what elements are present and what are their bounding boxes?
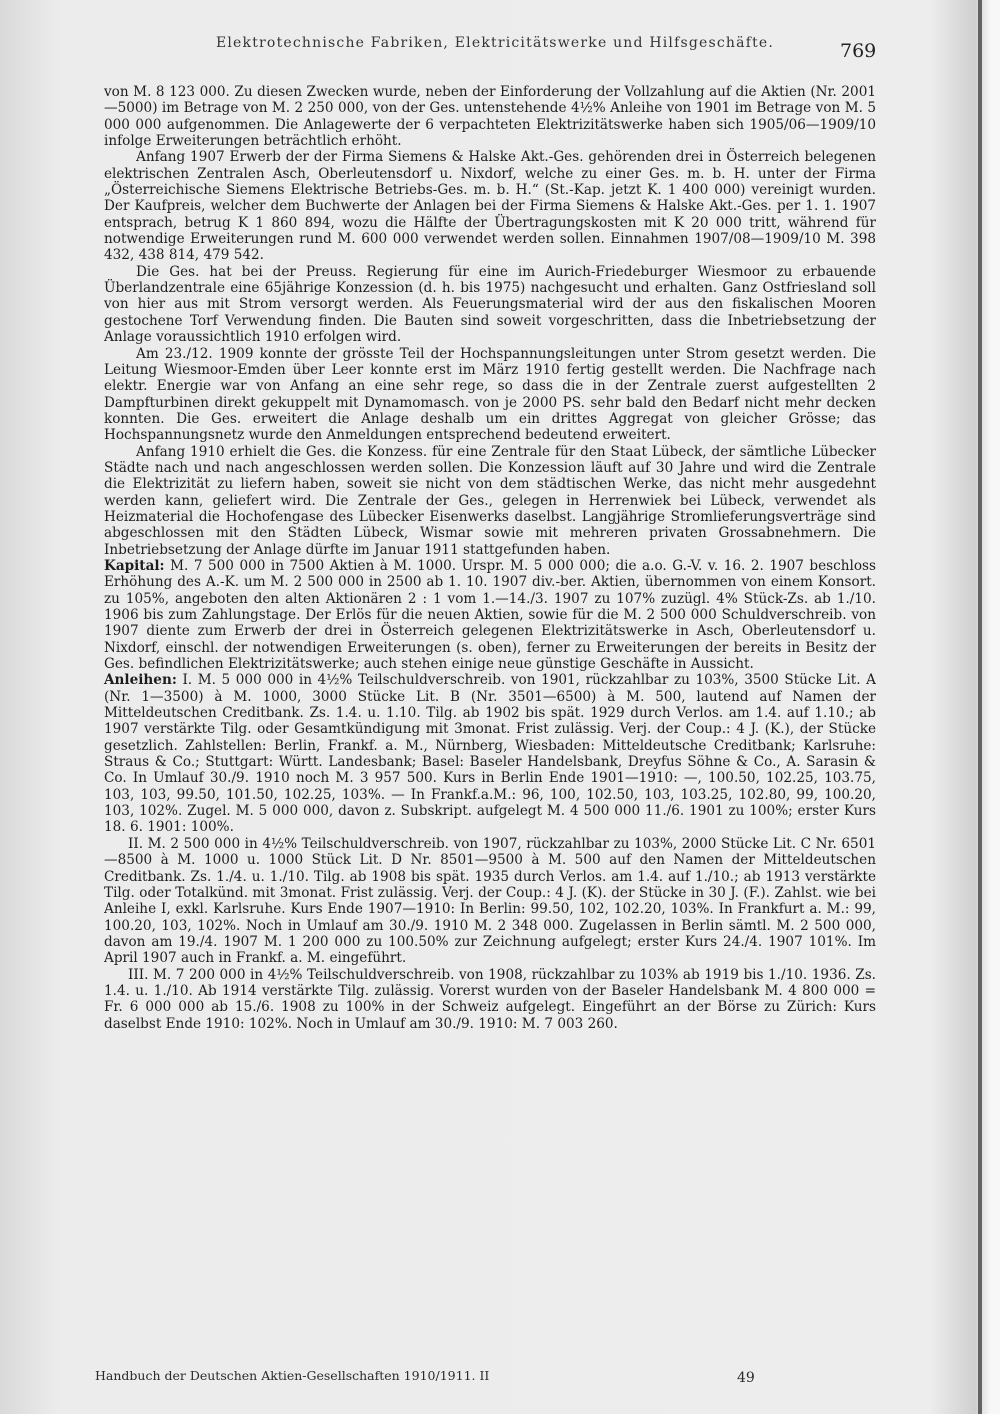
- paragraph-wiesmoor-concession: Die Ges. hat bei der Preuss. Regierung für eine im Aurich-Friedeburger Wiesmoor zu erbauende Überlandzentrale eine 65jährige Konzession (d. h. bis 1975) nachgesucht und erhalten. Ganz Ostfriesland soll von hier aus mit Strom versorgt werden. Als Feuerungsmaterial wird der aus den fiskalischen Mooren gestochene Torf Verwendung finden. Die Bauten sind soweit vorgeschritten, dass die Inbetriebsetzung der Anlage voraussichtlich 1910 erfolgen wird.: [104, 263, 876, 346]
- page-edge-shadow: [978, 0, 982, 1414]
- footer-signature-mark: 49: [737, 1370, 755, 1386]
- section-kapital: [104, 558, 876, 672]
- paragraph-high-voltage-lines: Am 23./12. 1909 konnte der grösste Teil der Hochspannungsleitungen unter Strom gesetzt werden. Die Leitung Wiesmoor-Emden über Leer konnte erst im März 1910 fertig gestellt werden. Die Nachfrage nach elektr. Energie war von Anfang an eine sehr rege, so dass die in der Zentrale zuerst aufgestellten 2 Dampfturbinen direkt gekuppelt mit Dynamomasch. von je 2000 PS. sehr bald den Bedarf nicht mehr decken konnten. Die Ges. erweitert die Anlage deshalb um ein drittes Aggregat von gleicher Grösse; das Hochspannungsnetz wurde den Anmeldungen entsprechend bedeutend erweitert.: [104, 345, 876, 444]
- footer-book-title: Handbuch der Deutschen Aktien-Gesellschaften 1910/1911. II: [95, 1368, 490, 1383]
- anleihen-label: Anleihen:: [104, 672, 177, 689]
- anleihen-two-text: II. M. 2 500 000 in 4½% Teilschuldverschreib. von 1907, rückzahlbar zu 103%, 2000 Stücke Lit. C Nr. 6501—8500 à M. 1000 u. 1000 Stück Lit. D Nr. 8501—9500 à M. 500 auf den Namen der Mitteldeutschen Creditbank. Zs. 1./4. u. 1./10. Tilg. ab 1908 bis spät. 1935 durch Verlos. am 1.4. auf 1./10.; ab 1913 verstärkte Tilg. oder Totalkünd. mit 3monat. Frist zulässig. Verj. der Coup.: 4 J. (K). der Stücke in 30 J. (F.). Zahlst. wie bei Anleihe I, exkl. Karlsruhe. Kurs Ende 1907—1910: In Berlin: 99.50, 102, 102.20, 103%. In Frankfurt a. M.: 99, 100.20, 103, 102%. Noch in Umlauf am 30./9. 1910 M. 2 348 000. Zugelassen in Berlin sämtl. M. 2 500 000, davon am 19./4. 1907 M. 1 200 000 zu 100.50% zur Zeichnung aufgelegt; erster Kurs 24./4. 1907 101%. Im April 1907 auch in Frankf. a. M. eingeführt.: [104, 835, 876, 967]
- section-anleihen: [104, 672, 876, 835]
- kapital-text: M. 7 500 000 in 7500 Aktien à M. 1000. Urspr. M. 5 000 000; die a.o. G.-V. v. 16. 2. 1907 beschloss Erhöhung des A.-K. um M. 2 500 000 in 2500 ab 1. 10. 1907 div.-ber. Aktien, übernommen von einem Konsort. zu 105%, angeboten den alten Aktionären 2 : 1 vom 1.—14./3. 1907 zu 107% zuzügl. 4% Stück-Zs. ab 1./10. 1906 bis zum Zahlungstage. Der Erlös für die neuen Aktien, sowie für die M. 2 500 000 Schuldverschreib. von 1907 diente zum Erwerb der drei in Österreich gelegenen Elektrizitätswerke in Asch, Oberleutensdorf u. Nixdorf, einschl. der notwendigen Erweiterungen (s. oben), ferner zu Erweiterungen der bereits in Besitz der Ges. befindlichen Elektrizitätswerke; auch stehen einige neue günstige Geschäfte in Aussicht.: [104, 557, 876, 673]
- paragraph-austria-acquisition: Anfang 1907 Erwerb der der Firma Siemens & Halske Akt.-Ges. gehörenden drei in Österreich belegenen elektrischen Zentralen Asch, Oberleutensdorf u. Nixdorf, welche zu einer Ges. m. b. H. unter der Firma „Österreichische Siemens Elektrische Betriebs-Ges. m. b. H.“ (St.-Kap. jetzt K. 1 400 000) vereinigt wurden. Der Kaufpreis, welcher dem Buchwerte der Anlagen bei der Firma Siemens & Halske Akt.-Ges. per 1. 1. 1907 entsprach, betrug K 1 860 894, wozu die Hälfte der Übertragungskosten mit K 20 000 tritt, während für notwendige Erweiterungen rund M. 600 000 verwendet werden sollen. Einnahmen 1907/08—1909/10 M. 398 432, 438 814, 479 542.: [104, 149, 876, 264]
- running-header: Elektrotechnische Fabriken, Elektricitätswerke und Hilfsgeschäfte.: [215, 35, 775, 51]
- page-number: 769: [840, 40, 877, 62]
- paragraph-financing: von M. 8 123 000. Zu diesen Zwecken wurde, neben der Einforderung der Vollzahlung auf die Aktien (Nr. 2001—5000) im Betrage von M. 2 250 000, von der Ges. untenstehende 4½% Anleihe von 1901 im Betrage von M. 5 000 000 aufgenommen. Die Anlagewerte der 6 verpachteten Elektrizitätswerke haben sich 1905/06—1909/10 infolge Erweiterungen beträchtlich erhöht.: [104, 84, 876, 150]
- anleihen-three-text: III. M. 7 200 000 in 4½% Teilschuldverschreib. von 1908, rückzahlbar zu 103% ab 1919 bis 1./10. 1936. Zs. 1.4. u. 1./10. Ab 1914 verstärkte Tilg. zulässig. Vorerst wurden von der Baseler Handelsbank M. 4 800 000 = Fr. 6 000 000 ab 15./6. 1908 zu 100% in der Schweiz aufgelegt. Eingeführt an der Börse zu Zürich: Kurs daselbst Ende 1910: 102%. Noch in Umlauf am 30./9. 1910: M. 7 003 260.: [104, 966, 876, 1032]
- page-body: [104, 84, 876, 1032]
- paragraph-luebeck-concession: Anfang 1910 erhielt die Ges. die Konzess. für eine Zentrale für den Staat Lübeck, der sämtliche Lübecker Städte nach und nach angeschlossen werden sollen. Die Konzession läuft auf 30 Jahre und wird die Zentrale die Elektrizität zu liefern haben, soweit sie nicht von dem städtischen Werke, das nicht mehr ausgedehnt werden kann, geliefert wird. Die Zentrale der Ges., gelegen in Herrenwiek bei Lübeck, verwendet als Heizmaterial die Hochofengase des Lübecker Eisenwerks daselbst. Langjährige Stromlieferungsverträge sind abgeschlossen mit den Städten Lübeck, Wismar sowie mit mehreren privaten Grossabnehmern. Die Inbetriebsetzung der Anlage dürfte im Januar 1911 stattgefunden haben.: [104, 443, 876, 558]
- page-footer: [95, 1368, 875, 1386]
- anleihen-one-text: I. M. 5 000 000 in 4½% Teilschuldverschreib. von 1901, rückzahlbar zu 103%, 3500 Stücke Lit. A (Nr. 1—3500) à M. 1000, 3000 Stücke Lit. B (Nr. 3501—6500) à M. 500, lautend auf Namen der Mitteldeutschen Creditbank. Zs. 1.4. u. 1.10. Tilg. ab 1902 bis spät. 1929 durch Verlos. am 1.4. auf 1.10.; ab 1907 verstärkte Tilg. oder Gesamtkündigung mit 3monat. Frist zulässig. Verj. der Coup.: 4 J. (K.), der Stücke gesetzlich. Zahlstellen: Berlin, Frankf. a. M., Nürnberg, Wiesbaden: Mitteldeutsche Creditbank; Karlsruhe: Straus & Co.; Stuttgart: Württ. Landesbank; Basel: Baseler Handelsbank, Dreyfus Söhne & Co., A. Sarasin & Co. In Umlauf 30./9. 1910 noch M. 3 957 500. Kurs in Berlin Ende 1901—1910: —, 100.50, 102.25, 103.75, 103, 103, 99.50, 101.50, 102.25, 103%. — In Frankf.a.M.: 96, 100, 102.50, 103, 103.25, 102.80, 99, 100.20, 103, 102%. Zugel. M. 5 000 000, davon z. Subskript. aufgelegt M. 4 500 000 11./6. 1901 zu 100%; erster Kurs 18. 6. 1901: 100%.: [104, 672, 876, 836]
- kapital-label: Kapital:: [104, 557, 165, 574]
